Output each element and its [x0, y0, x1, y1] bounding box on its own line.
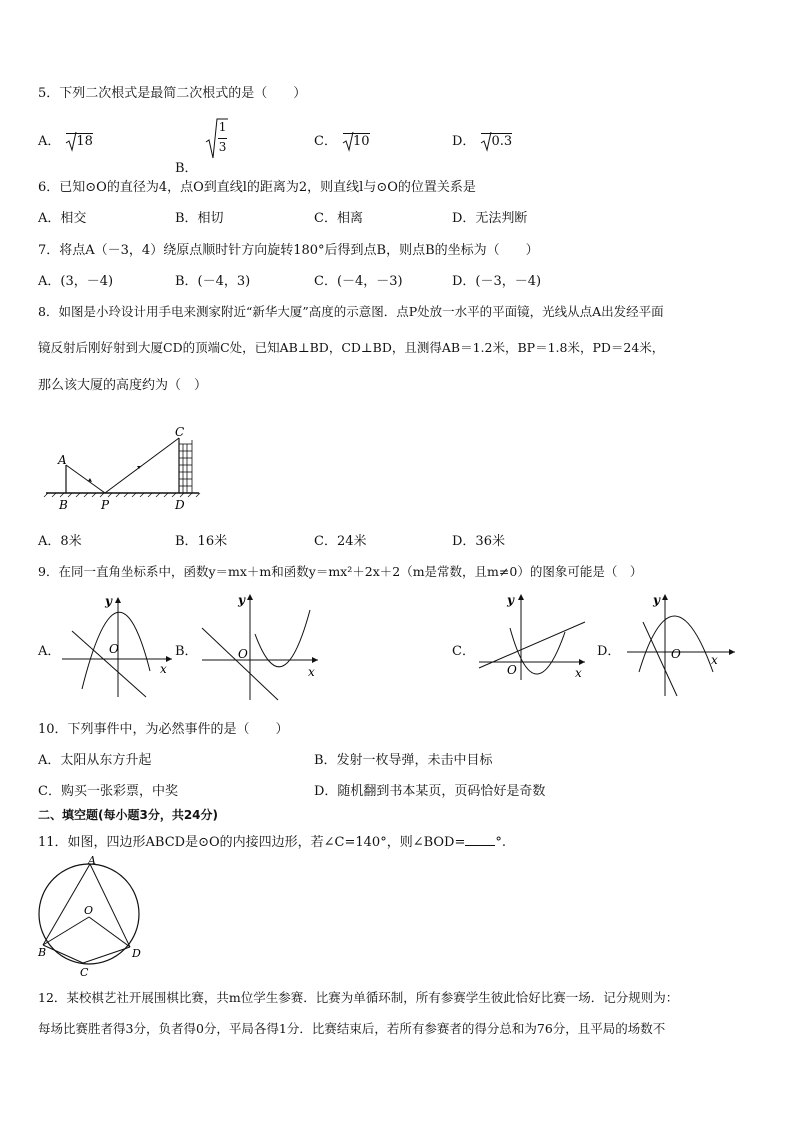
q7-stem: 7．将点A（－3，4）绕原点顺时针方向旋转180°后得到点B，则点B的坐标为（ ）	[38, 243, 539, 258]
svg-text:y: y	[238, 593, 245, 607]
q9-graph-c	[475, 592, 590, 682]
svg-text:y: y	[105, 594, 112, 608]
q6-option-d: D．无法判断	[452, 211, 528, 226]
q7-option-a: A．(3，－4)	[38, 274, 114, 289]
q7-option-c: C．(－4，－3)	[314, 274, 403, 289]
q6-stem: 6．已知⊙O的直径为4，点O到直线l的距离为2，则直线l与⊙O的位置关系是	[38, 180, 476, 195]
q5-option-d-radicand: 0.3	[491, 134, 513, 149]
q8-option-c: C．24米	[314, 534, 367, 549]
svg-text:y: y	[507, 593, 514, 607]
q9-option-c-label: C．	[452, 644, 475, 659]
svg-text:O: O	[671, 647, 681, 661]
q12-stem-line2: 每场比赛胜者得3分，负者得0分，平局各得1分．比赛结束后，若所有参赛者的得分总和为76分，且平局的场数不	[38, 1021, 666, 1036]
label-d: D	[175, 498, 185, 512]
q11-stem-before: 11．如图，四边形ABCD是⊙O的内接四边形，若∠C=140°，则∠BOD=	[38, 835, 466, 850]
svg-text:x: x	[308, 665, 315, 679]
q11-stem-after: °.	[495, 835, 506, 850]
label-p: P	[101, 498, 110, 512]
label-b: B	[38, 946, 47, 959]
q5-stem: 5．下列二次根式是最简二次根式的是（ ）	[38, 86, 307, 101]
line	[479, 622, 585, 668]
q9-option-a-label: A．	[38, 644, 61, 659]
q10-option-a: A．太阳从东方升起	[38, 753, 152, 768]
parabola	[255, 610, 310, 667]
label-c: C	[80, 966, 89, 979]
line	[72, 631, 146, 697]
q5-option-d-label: D．	[452, 134, 476, 149]
label-a: A	[88, 854, 96, 867]
q6-option-c: C．相离	[314, 211, 363, 226]
label-d: D	[132, 947, 141, 960]
q5-option-c-radicand: 10	[352, 134, 370, 149]
svg-text:O: O	[109, 642, 119, 656]
q8-stem-line3: 那么该大厦的高度约为（ ）	[38, 378, 208, 393]
q5-option-b-label: B．	[175, 161, 198, 176]
svg-text:x: x	[160, 662, 167, 676]
ray-ap	[66, 465, 105, 493]
svg-text:y: y	[653, 593, 660, 607]
label-o: O	[84, 904, 94, 917]
q8-option-d: D．36米	[452, 534, 505, 549]
q9-option-b-label: B．	[175, 644, 198, 659]
q7-option-d: D．(－3，－4)	[452, 274, 542, 289]
q8-stem-line2: 镜反射后刚好射到大厦CD的顶端C处，已知AB⊥BD，CD⊥BD，且测得AB＝1.2米，BP＝1.8米，PD＝24米，	[38, 340, 665, 355]
q10-option-c: C．购买一张彩票，中奖	[38, 784, 178, 799]
q5-option-c	[314, 130, 370, 149]
svg-text:O: O	[507, 663, 517, 677]
q5-option-b-denominator: 3	[218, 140, 227, 154]
q8-option-a: A．8米	[38, 534, 82, 549]
q8-stem-line1: 8．如图是小玲设计用手电来测家附近“新华大厦”高度的示意图．点P处放一水平的平面镜，光线从点A出发经平面	[38, 304, 664, 319]
label-a: A	[58, 453, 67, 467]
q11-stem	[38, 831, 506, 850]
svg-text:x: x	[575, 666, 582, 680]
q11-figure	[32, 852, 152, 982]
label-b: B	[59, 498, 68, 512]
q9-option-d-label: D．	[597, 644, 621, 659]
q9-stem: 9．在同一直角坐标系中，函数y＝mx＋m和函数y＝mx²＋2x＋2（m是常数，且m≠0）的图象可能是（ ）	[38, 564, 643, 579]
building-hatch	[179, 440, 192, 493]
q7-option-b: B．(－4，3)	[175, 274, 251, 289]
q5-option-a-label: A．	[38, 134, 61, 149]
q9-graph-d	[625, 592, 740, 697]
q10-option-b: B．发射一枚导弹，未击中目标	[314, 753, 493, 768]
q5-option-c-label: C．	[314, 134, 337, 149]
section-title: 二、填空题(每小题3分，共24分)	[38, 808, 219, 822]
q5-option-d	[452, 130, 512, 149]
ray-pc	[105, 438, 179, 493]
label-c: C	[175, 425, 185, 439]
q5-option-b-numerator: 1	[218, 120, 227, 134]
svg-text:O: O	[238, 647, 248, 661]
q8-figure	[44, 425, 204, 518]
parabola	[639, 616, 713, 672]
q11-answer-blank[interactable]	[465, 833, 495, 846]
q9-graph-b	[200, 592, 330, 702]
q5-option-a-radicand: 18	[76, 134, 93, 149]
q5-option-b	[175, 118, 228, 176]
svg-text:x: x	[711, 653, 718, 667]
q5-option-a	[38, 130, 93, 149]
q6-option-a: A．相交	[38, 211, 87, 226]
q10-stem: 10．下列事件中，为必然事件的是（ ）	[38, 722, 289, 737]
q9-graph-a	[60, 595, 180, 700]
q6-option-b: B．相切	[175, 211, 224, 226]
line	[202, 628, 278, 700]
q12-stem-line1: 12．某校棋艺社开展围棋比赛，共m位学生参赛．比赛为单循环制，所有参赛学生彼此恰好比赛一场．记分规则为：	[38, 990, 679, 1005]
q8-option-b: B．16米	[175, 534, 228, 549]
q10-option-d: D．随机翻到书本某页，页码恰好是奇数	[314, 784, 546, 799]
